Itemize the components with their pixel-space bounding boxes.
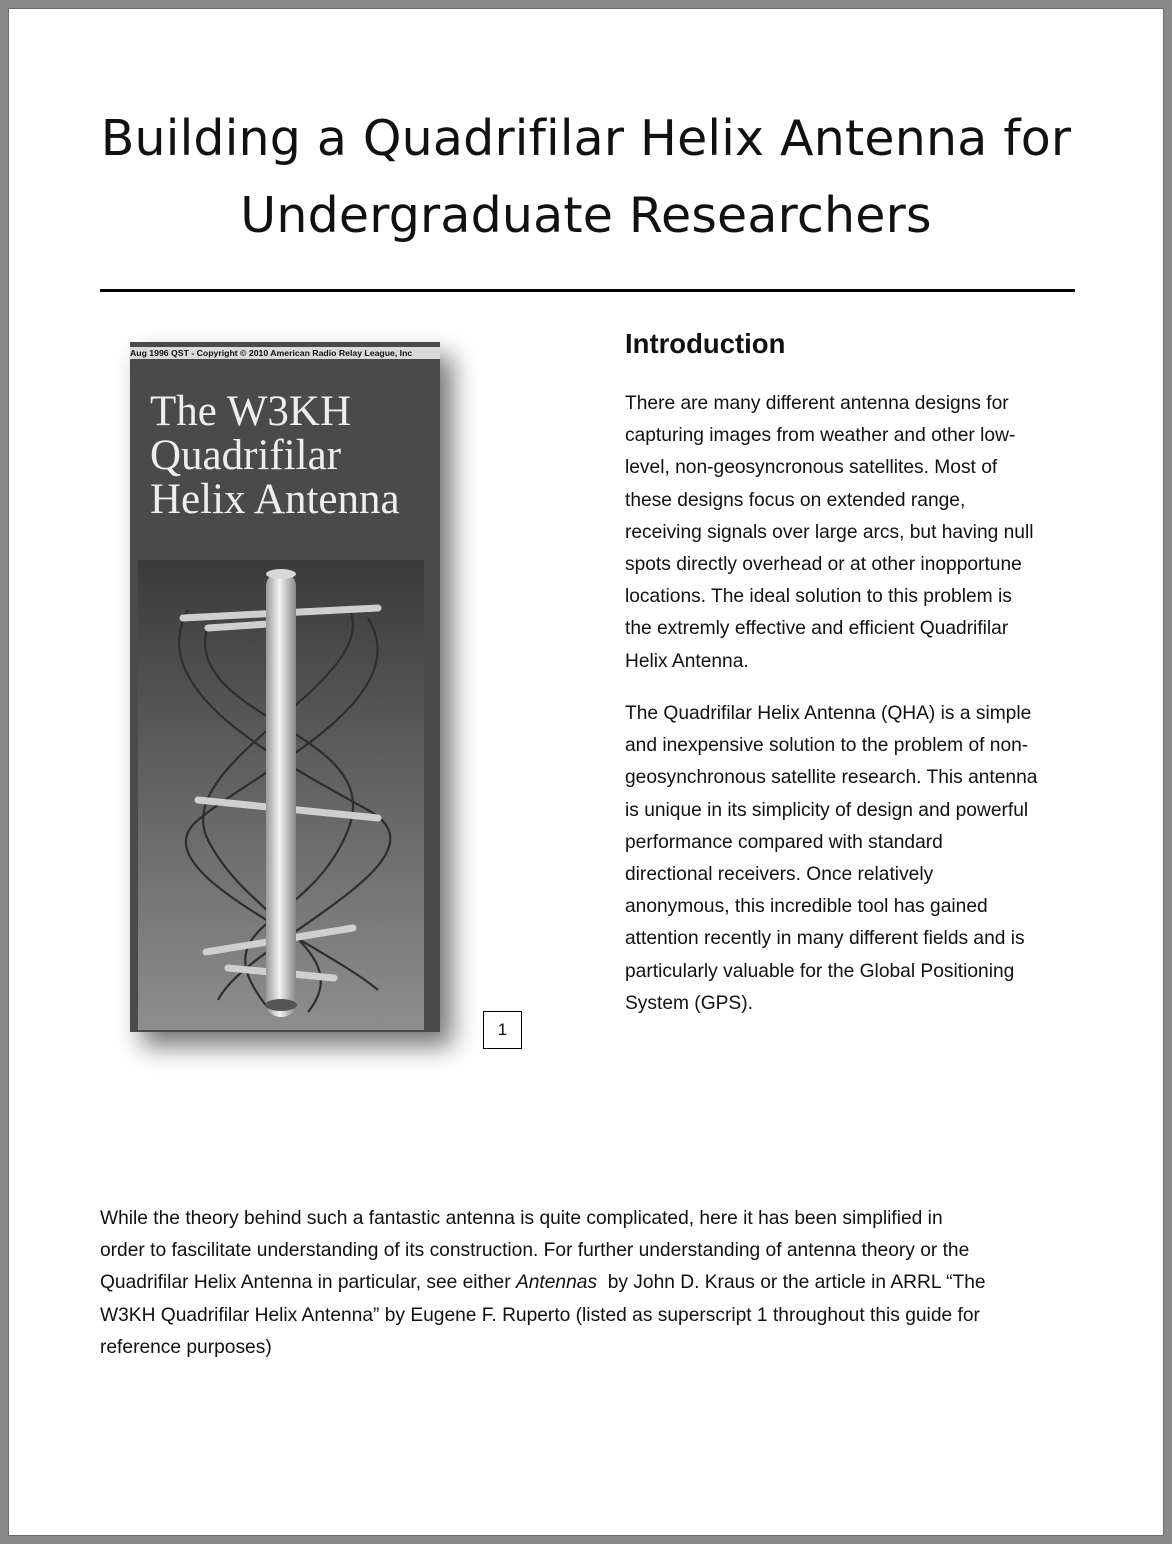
- closing-text: Quadrifilar Helix Antenna in particular, see either: [100, 1272, 516, 1294]
- title-line-2: Undergraduate Researchers: [240, 187, 932, 244]
- paragraph-line: reference purposes): [100, 1336, 272, 1358]
- paragraph-line: [100, 1267, 986, 1299]
- antenna-figure: [130, 342, 440, 1032]
- paragraph-line: is unique in its simplicity of design and powerful: [625, 799, 1029, 821]
- paragraph-line: performance compared with standard: [625, 831, 943, 853]
- figure-title-line-3: Helix Antenna: [150, 476, 400, 523]
- paragraph-line: anonymous, this incredible tool has gained: [625, 896, 988, 918]
- figure-title-line-2: Quadrifilar: [150, 432, 342, 479]
- figure-number: 1: [483, 1011, 522, 1049]
- paragraph-line: particularly valuable for the Global Positioning: [625, 960, 1015, 982]
- document-page: [8, 8, 1164, 1536]
- paragraph-line: W3KH Quadrifilar Helix Antenna” by Eugene F. Ruperto (listed as superscript 1 throughout this guide for: [100, 1304, 980, 1326]
- paragraph-line: these designs focus on extended range,: [625, 489, 966, 511]
- paragraph-line: and inexpensive solution to the problem of non-: [625, 735, 1029, 757]
- paragraph-line: capturing images from weather and other low-: [625, 425, 1016, 447]
- antenna-illustration: [138, 560, 424, 1030]
- paragraph-line: While the theory behind such a fantastic antenna is quite complicated, here it has been simplified in: [100, 1208, 943, 1229]
- document-title: [60, 100, 1112, 254]
- paragraph-line: Helix Antenna.: [625, 650, 749, 672]
- introduction-heading: Introduction: [625, 328, 786, 359]
- intro-paragraph-2: [625, 698, 1037, 1020]
- paragraph-line: There are many different antenna designs for: [625, 393, 1009, 414]
- title-divider: [100, 289, 1075, 292]
- paragraph-line: geosynchronous satellite research. This antenna: [625, 767, 1038, 789]
- paragraph-line: The Quadrifilar Helix Antenna (QHA) is a simple: [625, 703, 1032, 724]
- paragraph-line: receiving signals over large arcs, but having null: [625, 521, 1034, 543]
- intro-paragraph-1: [625, 388, 1033, 678]
- figure-title-line-1: The W3KH: [150, 388, 352, 435]
- paragraph-line: locations. The ideal solution to this problem is: [625, 586, 1012, 608]
- figure-copyright: Aug 1996 QST - Copyright © 2010 American Radio Relay League, Inc: [130, 347, 440, 359]
- paragraph-line: attention recently in many different fields and is: [625, 928, 1025, 950]
- book-title: Antennas: [515, 1272, 598, 1294]
- closing-text: by John D. Kraus or the article in ARRL “The: [597, 1272, 986, 1294]
- figure-title: [150, 390, 420, 522]
- closing-paragraph: [100, 1203, 986, 1364]
- paragraph-line: spots directly overhead or at other inopportune: [625, 554, 1022, 576]
- title-line-1: Building a Quadrifilar Helix Antenna for: [100, 110, 1072, 167]
- paragraph-line: order to fascilitate understanding of its construction. For further understanding of antenna theory or the: [100, 1240, 970, 1262]
- paragraph-line: directional receivers. Once relatively: [625, 864, 934, 886]
- paragraph-line: the extremly effective and efficient Quadrifilar: [625, 618, 1009, 640]
- paragraph-line: level, non-geosyncronous satellites. Most of: [625, 457, 998, 479]
- paragraph-line: System (GPS).: [625, 992, 753, 1014]
